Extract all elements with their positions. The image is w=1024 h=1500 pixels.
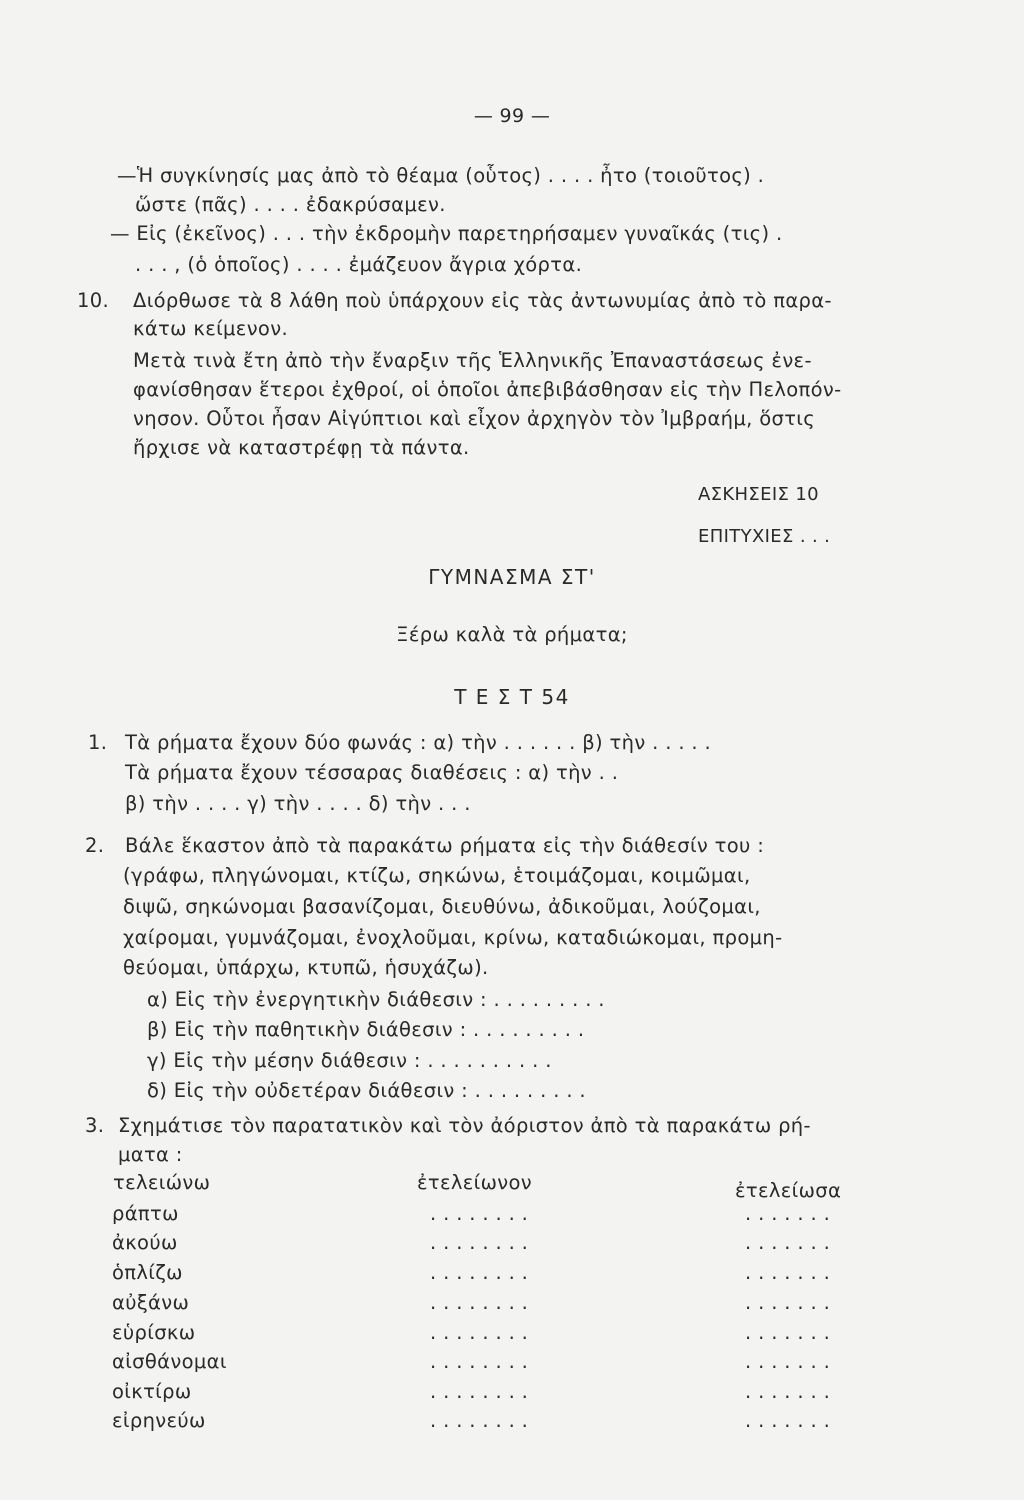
verb-cell: τελειώνω [113,1171,211,1194]
imperfect-cell: . . . . . . . . [430,1202,529,1225]
exercise-number: 3. [85,1114,105,1137]
test-title: Τ Ε Σ Τ 54 [454,685,570,709]
aorist-cell: . . . . . . . [745,1321,831,1344]
text-line: νησον. Οὗτοι ἦσαν Αἰγύπτιοι καὶ εἶχον ἀρχηγὸν τὸν Ἰμβραήμ, ὅστις [133,407,816,430]
text-line: ματα : [118,1143,183,1166]
text-line: Διόρθωσε τὰ 8 λάθη ποὺ ὑπάρχουν εἰς τὰς ἀντωνυμίας ἀπὸ τὸ παρα- [133,289,832,312]
text-line: α) Εἰς τὴν ἐνεργητικὴν διάθεσιν : . . . . . . . . . [147,988,605,1011]
imperfect-cell: . . . . . . . . [430,1261,529,1284]
section-title: ΓΥΜΝΑΣΜΑ ΣΤ' [428,565,596,589]
imperfect-cell: . . . . . . . . [430,1321,529,1344]
section-subtitle: Ξέρω καλὰ τὰ ρήματα; [396,623,628,646]
imperfect-cell: . . . . . . . . [430,1291,529,1314]
text-line: ἤρχισε νὰ καταστρέφῃ τὰ πάντα. [133,436,470,459]
aorist-cell: ἐτελείωσα [735,1179,842,1202]
aorist-cell: . . . . . . . [745,1380,831,1403]
aorist-cell: . . . . . . . [745,1291,831,1314]
verb-cell: εὑρίσκω [112,1321,196,1344]
page-number: — 99 — [473,105,551,127]
imperfect-cell: . . . . . . . . [430,1231,529,1254]
text-line: — Εἰς (ἐκεῖνος) . . . τὴν ἐκδρομὴν παρετηρήσαμεν γυναῖκάς (τις) . [110,222,783,245]
text-line: —Ἡ συγκίνησίς μας ἀπὸ τὸ θέαμα (οὗτος) . . . . ἦτο (τοιοῦτος) . [117,164,765,187]
aorist-cell: . . . . . . . [745,1409,831,1432]
text-line: Σχημάτισε τὸν παρατατικὸν καὶ τὸν ἀόριστον ἀπὸ τὰ παρακάτω ρή- [118,1114,811,1137]
imperfect-cell: . . . . . . . . [430,1350,529,1373]
aorist-cell: . . . . . . . [745,1350,831,1373]
text-line: (γράφω, πληγώνομαι, κτίζω, σηκώνω, ἑτοιμάζομαι, κοιμῶμαι, [123,864,751,887]
text-line: Μετὰ τινὰ ἔτη ἀπὸ τὴν ἔναρξιν τῆς Ἑλληνικῆς Ἐπαναστάσεως ἐνε- [133,349,812,372]
text-line: κάτω κείμενον. [133,317,289,340]
aorist-cell: . . . . . . . [745,1202,831,1225]
exercise-number: 1. [88,731,108,754]
verb-cell: αὐξάνω [112,1291,190,1314]
text-line: θεύομαι, ὑπάρχω, κτυπῶ, ἡσυχάζω). [123,956,489,979]
text-line: Βάλε ἕκαστον ἀπὸ τὰ παρακάτω ρήματα εἰς τὴν διάθεσίν του : [125,834,765,857]
text-line: . . . , (ὁ ὁποῖος) . . . . ἐμάζευον ἄγρια χόρτα. [135,253,583,276]
imperfect-cell: . . . . . . . . [430,1409,529,1432]
text-line: Τὰ ρήματα ἔχουν δύο φωνάς : α) τὴν . . . . . . β) τὴν . . . . . [125,731,712,754]
verb-cell: αἰσθάνομαι [112,1350,227,1373]
exercise-number: 10. [77,289,110,312]
text-line: χαίρομαι, γυμνάζομαι, ἐνοχλοῦμαι, κρίνω, καταδιώκομαι, προμη- [123,926,783,949]
text-line: διψῶ, σηκώνομαι βασανίζομαι, διευθύνω, ἀδικοῦμαι, λούζομαι, [123,895,761,918]
verb-cell: ἀκούω [112,1231,178,1254]
verb-cell: οἰκτίρω [112,1380,192,1403]
imperfect-cell: . . . . . . . . [430,1380,529,1403]
verb-cell: εἰρηνεύω [112,1409,206,1432]
text-line: γ) Εἰς τὴν μέσην διάθεσιν : . . . . . . . . . . [147,1049,552,1072]
aorist-cell: . . . . . . . [745,1231,831,1254]
text-line: ὥστε (πᾶς) . . . . ἐδακρύσαμεν. [135,193,446,216]
verb-cell: ράπτω [112,1202,179,1225]
text-line: φανίσθησαν ἕτεροι ἐχθροί, οἱ ὁποῖοι ἀπεβιβάσθησαν εἰς τὴν Πελοπόν- [133,378,842,401]
exercise-number: 2. [85,834,105,857]
text-line: β) Εἰς τὴν παθητικὴν διάθεσιν : . . . . . . . . . [147,1018,585,1041]
imperfect-cell: ἐτελείωνον [417,1171,533,1194]
aorist-cell: . . . . . . . [745,1261,831,1284]
text-line: Τὰ ρήματα ἔχουν τέσσαρας διαθέσεις : α) τὴν . . [125,761,619,784]
text-line: β) τὴν . . . . γ) τὴν . . . . δ) τὴν . . . [125,792,471,815]
verb-cell: ὁπλίζω [112,1261,183,1284]
text-line: δ) Εἰς τὴν οὐδετέραν διάθεσιν : . . . . . . . . . [147,1079,586,1102]
section-label: ΕΠΙΤΥΧΙΕΣ . . . [698,526,831,547]
section-label: ΑΣΚΗΣΕΙΣ 10 [698,484,819,505]
